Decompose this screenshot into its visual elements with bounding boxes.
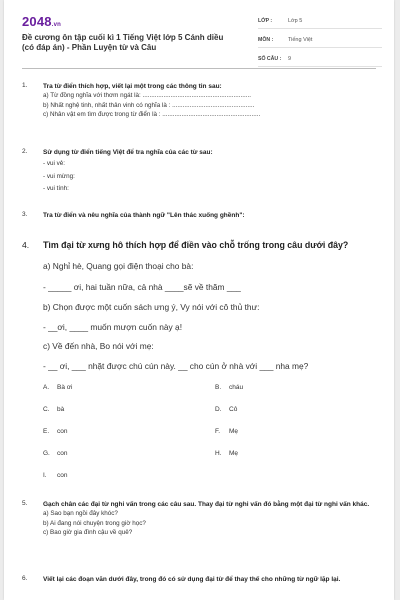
- answer-line: a) Từ đồng nghĩa với thơm ngát là: ..............................................................: [43, 92, 251, 99]
- sentence-line: a) Nghỉ hè, Quang gọi điện thoại cho bà:: [43, 261, 194, 271]
- answer-line: b) Nhất nghệ tinh, nhất thân vinh có nghĩa là : ...............................................: [43, 101, 255, 109]
- option-letter: D.: [215, 406, 222, 413]
- info-value: Lớp 5: [288, 18, 303, 24]
- info-row-subject: [258, 33, 382, 48]
- question-6: [22, 575, 378, 584]
- option-text: bà: [57, 406, 65, 413]
- question-3: [22, 211, 378, 220]
- sentence-line: b) Chọn được một cuốn sách ưng ý, Vy nói với cô thủ thư:: [43, 302, 260, 312]
- info-row-class: [258, 14, 382, 29]
- answer-line: c) Bao giờ gia đình cậu về quê?: [43, 529, 133, 536]
- option-text: Cô: [229, 406, 238, 413]
- question-text: Tìm đại từ xưng hô thích hợp để điền vào chỗ trống trong câu dưới đây?: [43, 240, 349, 250]
- option-text: cháu: [229, 384, 244, 391]
- info-value: 9: [288, 56, 292, 62]
- option-a[interactable]: [43, 384, 72, 391]
- question-number: 3.: [22, 211, 28, 218]
- option-text: con: [57, 472, 68, 479]
- question-number: 5.: [22, 500, 28, 507]
- logo-suffix: .vn: [51, 22, 62, 28]
- question-5: [22, 500, 378, 538]
- sentence-line: c) Về đến nhà, Bo nói với mẹ:: [43, 341, 154, 351]
- info-label: LỚP :: [258, 18, 273, 24]
- question-number: 1.: [22, 82, 28, 89]
- answer-line: - vui tính:: [43, 185, 69, 192]
- question-number: 2.: [22, 148, 28, 155]
- answer-line: b) Ai đang nói chuyện trong giờ học?: [43, 519, 146, 527]
- header-divider: [22, 68, 376, 69]
- answer-line: - vui mừng:: [43, 172, 75, 180]
- question-4: [22, 239, 378, 489]
- question-text: Tra từ điển và nêu nghĩa của thành ngữ "Lên thác xuống ghềnh":: [43, 212, 245, 219]
- question-2: [22, 148, 378, 194]
- option-text: Bà ơi: [57, 384, 73, 391]
- option-text: con: [57, 428, 68, 435]
- sentence-line: - _____ ơi, hai tuần nữa, cả nhà ____sẽ về thăm ___: [43, 282, 241, 292]
- option-i[interactable]: [43, 472, 67, 479]
- document-title: Đề cương ôn tập cuối kì 1 Tiếng Việt lớp 5 Cánh diều (có đáp án) - Phần Luyện từ và Câu: [22, 33, 224, 52]
- option-b[interactable]: [215, 384, 243, 391]
- option-c[interactable]: [43, 406, 64, 413]
- info-row-count: [258, 52, 382, 67]
- document-page: [4, 0, 394, 600]
- option-d[interactable]: [215, 406, 237, 413]
- option-letter: C.: [43, 406, 50, 413]
- option-text: Mẹ: [229, 450, 239, 457]
- option-letter: H.: [215, 450, 222, 457]
- question-text: Viết lại các đoạn văn dưới đây, trong đó có sử dụng đại từ để thay thế cho những từ ngữ lặp lại.: [43, 576, 341, 583]
- question-number: 6.: [22, 575, 28, 582]
- option-f[interactable]: [215, 428, 238, 435]
- option-letter: F.: [215, 428, 221, 435]
- option-text: Mẹ: [229, 428, 239, 435]
- option-h[interactable]: [215, 450, 238, 457]
- sentence-line: - __ơi, ____ muốn mượn cuốn này ạ!: [43, 322, 183, 332]
- answer-line: - vui vẻ:: [43, 160, 66, 167]
- question-text: Tra từ điển thích hợp, viết lại một trong các thông tin sau:: [43, 83, 222, 90]
- info-label: SỐ CÂU :: [258, 56, 282, 62]
- sentence-line: - __ ơi, ___ nhặt được chú cún này. __ cho cún ở nhà với ___ nha mẹ?: [43, 361, 309, 371]
- info-value: Tiếng Việt: [288, 37, 313, 43]
- logo-main: 2048: [22, 14, 52, 29]
- option-letter: A.: [43, 384, 50, 391]
- option-letter: G.: [43, 450, 50, 457]
- question-text: Sử dụng từ điển tiếng Việt để tra nghĩa của các từ sau:: [43, 149, 213, 156]
- option-g[interactable]: [43, 450, 67, 457]
- header-left: [22, 14, 237, 53]
- answer-line: c) Nhân vật em tìm được trong từ điển là : ........................................................: [43, 111, 261, 118]
- question-number: 4.: [22, 240, 30, 250]
- header-info: [258, 14, 382, 71]
- option-letter: B.: [215, 384, 222, 391]
- info-label: MÔN :: [258, 37, 274, 43]
- site-logo[interactable]: [22, 14, 237, 29]
- option-text: con: [57, 450, 68, 457]
- question-text: Gạch chân các đại từ nghi vấn trong các câu sau. Thay đại từ nghi vấn đó bằng một đại từ nghi vấn khác.: [43, 501, 370, 508]
- option-letter: I.: [43, 472, 47, 479]
- question-1: [22, 82, 378, 120]
- answer-line: a) Sao bạn ngồi đây khóc?: [43, 510, 118, 517]
- option-e[interactable]: [43, 428, 67, 435]
- option-letter: E.: [43, 428, 50, 435]
